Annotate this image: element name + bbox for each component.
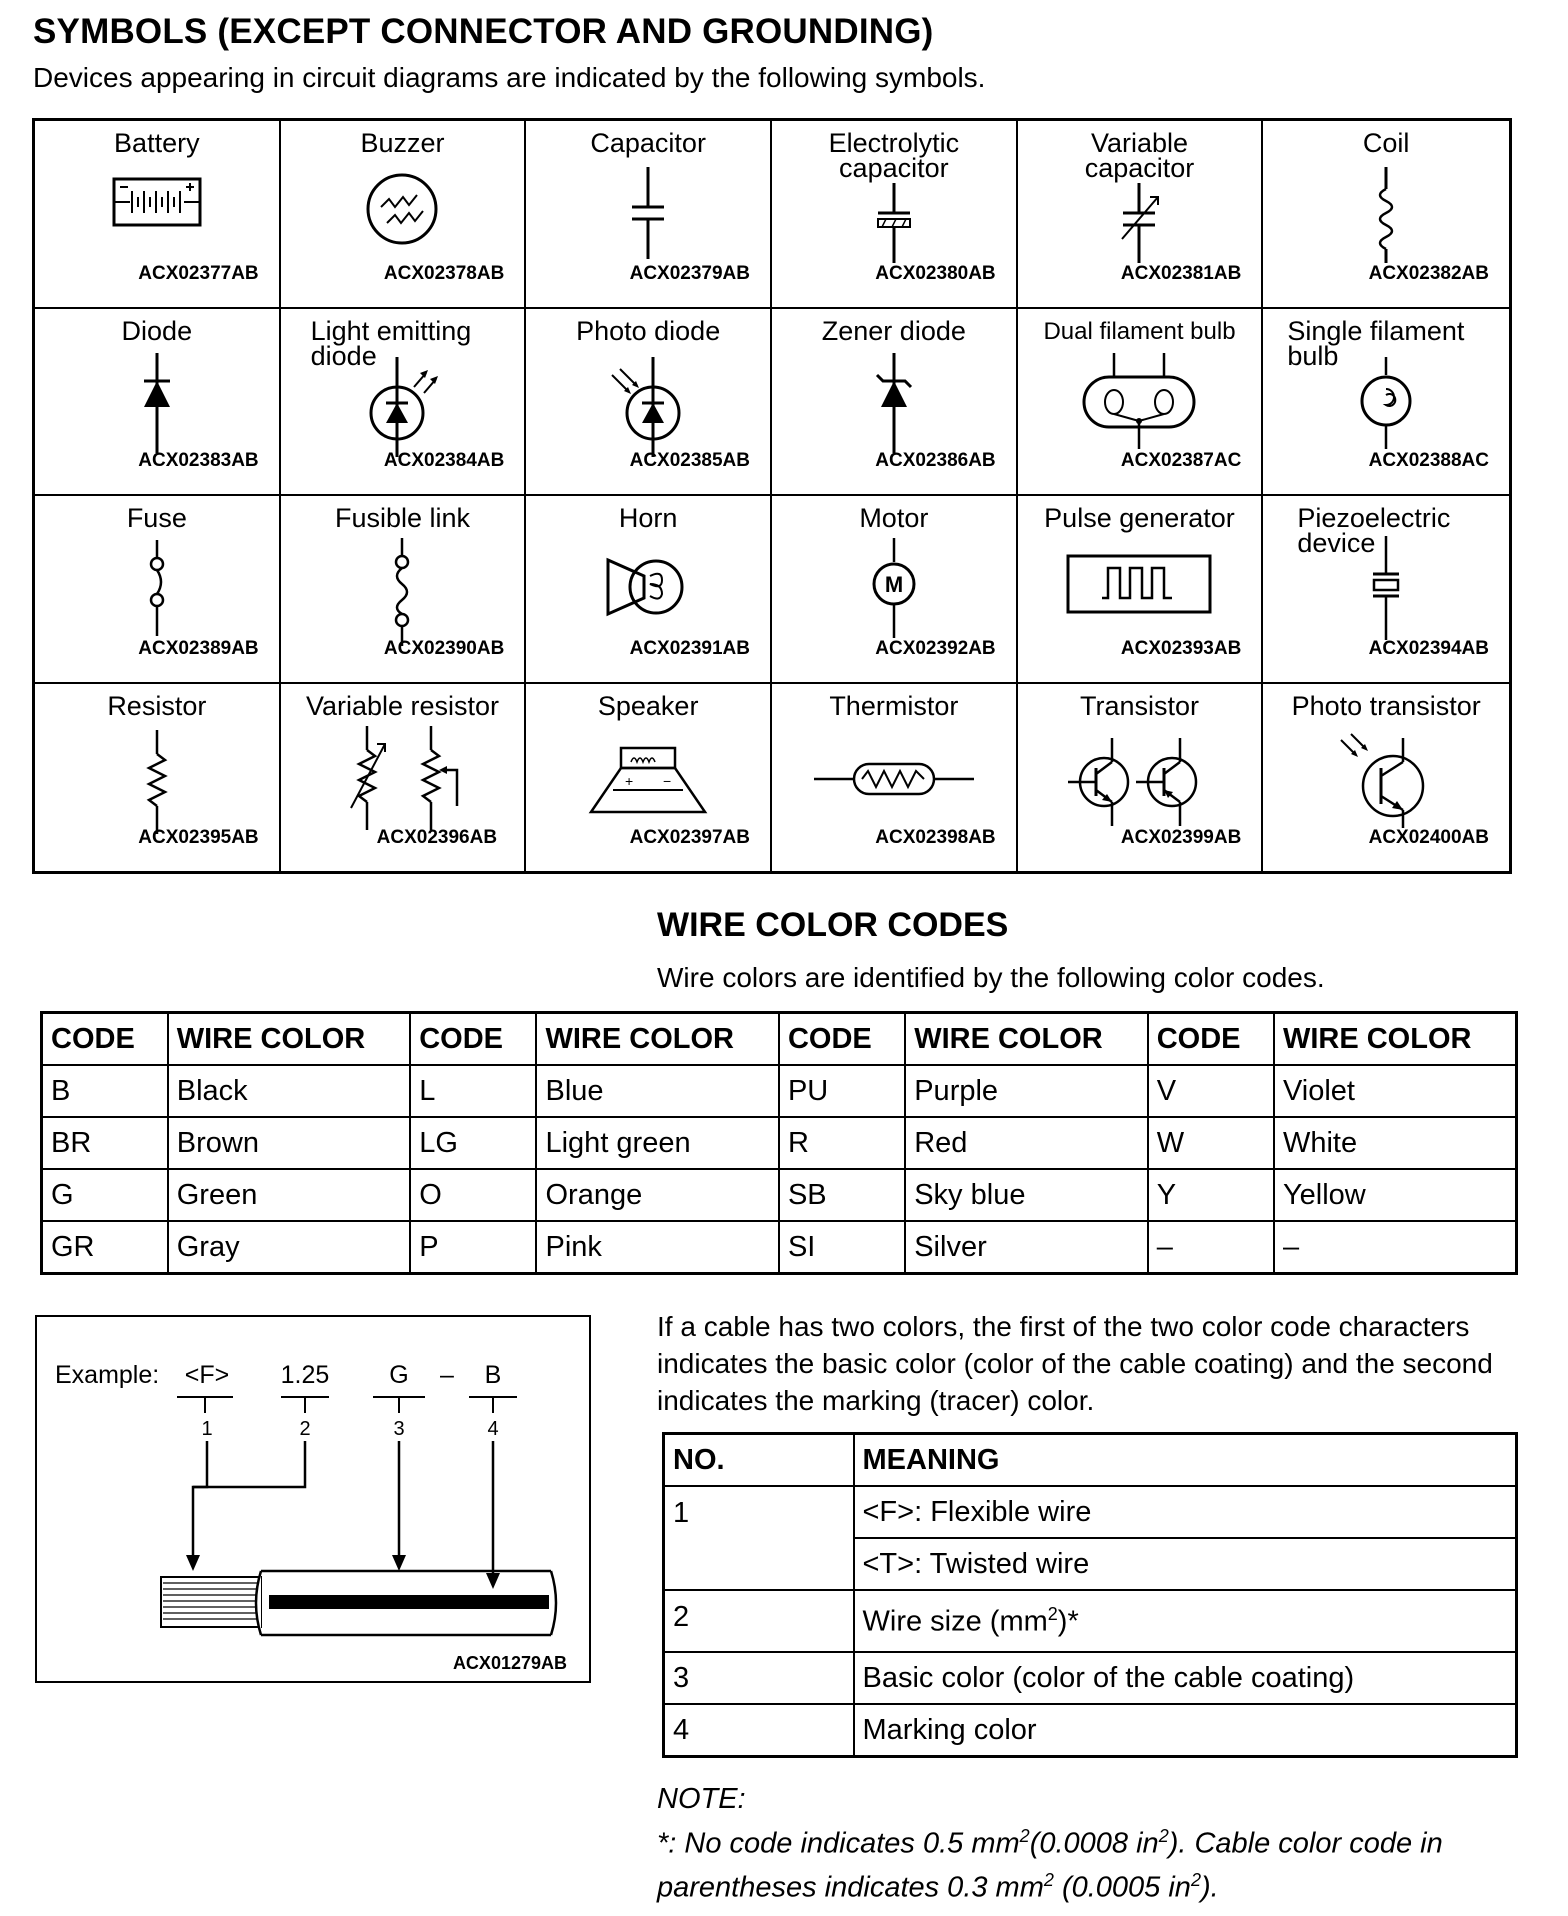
symbol-code: ACX02386AB <box>875 450 996 471</box>
symbol-name: Buzzer <box>360 128 445 158</box>
symbol-code: ACX02395AB <box>138 827 259 848</box>
two-color-explanation: If a cable has two colors, the first of the two color code characters indicates the basic color (color of the cable coating) and the second indicates the marking (tracer) color. <box>657 1311 1493 1416</box>
symbol-code: ACX02377AB <box>138 262 259 284</box>
color-cell: Red <box>905 1117 1147 1169</box>
symbol-cell-transistor <box>1018 684 1264 872</box>
page-title: SYMBOLS (EXCEPT CONNECTOR AND GROUNDING) <box>33 12 934 51</box>
symbol-name: Piezoelectric device <box>1297 503 1451 558</box>
symbol-code: ACX02388AC <box>1368 450 1489 471</box>
symbol-cell-resistor <box>35 684 281 872</box>
no-cell: 3 <box>664 1652 854 1704</box>
header-wire-color: WIRE COLOR <box>168 1013 410 1066</box>
symbol-name: Coil <box>1362 128 1410 158</box>
wire-example-diagram <box>35 1315 591 1683</box>
wire-color-table <box>40 1011 1518 1275</box>
symbol-name: Dual filament bulb <box>1043 317 1236 345</box>
symbol-cell-pulse-generator <box>1018 496 1264 684</box>
symbol-cell-photo-transistor <box>1263 684 1509 872</box>
symbol-code: ACX02381AB <box>1120 262 1242 284</box>
note-text: parentheses indicates 0.3 mm <box>657 1871 1044 1904</box>
note-text: (0.0005 in <box>1053 1871 1191 1904</box>
capacitor-icon <box>618 167 678 267</box>
code-cell: GR <box>42 1221 168 1274</box>
transistor-icon <box>1064 732 1214 832</box>
symbol-name: Thermistor <box>829 690 959 721</box>
symbol-name: Resistor <box>107 690 207 721</box>
symbol-cell-capacitor <box>526 121 772 309</box>
symbol-name: Speaker <box>597 690 699 721</box>
example-part: 1.25 <box>280 1361 330 1389</box>
symbol-code: ACX02378AB <box>383 262 505 284</box>
code-cell: SB <box>779 1169 905 1221</box>
example-number: 3 <box>393 1418 405 1440</box>
note-text: ). <box>1200 1871 1219 1904</box>
code-cell: – <box>1148 1221 1274 1274</box>
symbol-code: ACX02393AB <box>1120 637 1242 659</box>
symbol-code: ACX02394AB <box>1368 637 1489 659</box>
symbol-cell-photo-diode <box>526 309 772 497</box>
symbol-code: ACX02385AB <box>629 450 750 471</box>
symbol-cell-motor <box>772 496 1018 684</box>
symbol-cell-buzzer <box>281 121 527 309</box>
fuse-icon <box>137 540 177 640</box>
variable-resistor-icon <box>327 726 477 836</box>
symbol-code: ACX02380AB <box>875 262 996 284</box>
example-number: 2 <box>299 1418 311 1440</box>
meaning-cell: <T>: Twisted wire <box>854 1538 1517 1590</box>
intro-text: Devices appearing in circuit diagrams are indicated by the following symbols. <box>33 62 986 93</box>
code-cell: BR <box>42 1117 168 1169</box>
table-row <box>42 1169 1517 1221</box>
code-cell: SI <box>779 1221 905 1274</box>
zener-diode-icon <box>869 353 919 453</box>
color-cell: – <box>1274 1221 1517 1274</box>
header-meaning: MEANING <box>854 1434 1517 1487</box>
symbol-name: Variable capacitor <box>1084 128 1195 183</box>
symbol-cell-battery <box>35 121 281 309</box>
symbol-code: ACX02384AB <box>383 450 505 471</box>
symbol-name: Horn <box>618 503 678 533</box>
header-code: CODE <box>1148 1013 1274 1066</box>
example-label: Example: <box>55 1361 160 1389</box>
color-cell: Sky blue <box>905 1169 1147 1221</box>
color-cell: Brown <box>168 1117 410 1169</box>
buzzer-icon <box>357 167 447 247</box>
photo-diode-icon <box>598 357 698 457</box>
color-cell: Silver <box>905 1221 1147 1274</box>
wire-illustration <box>37 1317 589 1681</box>
code-cell: V <box>1148 1065 1274 1117</box>
table-row <box>664 1652 1517 1704</box>
wire-color-intro: Wire colors are identified by the following color codes. <box>657 962 1325 993</box>
header-no: NO. <box>664 1434 854 1487</box>
meaning-cell: <F>: Flexible wire <box>854 1486 1517 1538</box>
electrolytic-capacitor-icon <box>864 183 924 273</box>
example-part: B <box>484 1361 502 1389</box>
symbol-cell-variable-capacitor <box>1018 121 1264 309</box>
header-wire-color: WIRE COLOR <box>1274 1013 1517 1066</box>
code-cell: P <box>410 1221 536 1274</box>
superscript: 2 <box>1019 1826 1030 1846</box>
symbol-cell-fuse <box>35 496 281 684</box>
symbol-name: Diode <box>121 315 193 346</box>
code-cell: PU <box>779 1065 905 1117</box>
symbol-name: Battery <box>114 128 200 158</box>
color-cell: Purple <box>905 1065 1147 1117</box>
color-cell: Gray <box>168 1221 410 1274</box>
table-row <box>42 1065 1517 1117</box>
symbol-cell-fusible-link <box>281 496 527 684</box>
svg-text:−: − <box>663 772 672 789</box>
symbol-name: Fusible link <box>334 503 471 533</box>
symbol-cell-electrolytic-capacitor <box>772 121 1018 309</box>
symbol-code: ACX02400AB <box>1368 827 1489 848</box>
superscript: 2 <box>1047 1603 1058 1624</box>
no-cell: 1 <box>664 1486 854 1590</box>
symbol-cell-zener-diode <box>772 309 1018 497</box>
symbol-cell-piezoelectric-device <box>1263 496 1509 684</box>
variable-capacitor-icon <box>1104 183 1174 273</box>
superscript: 2 <box>1158 1826 1169 1846</box>
thermistor-icon <box>814 754 974 804</box>
code-cell: W <box>1148 1117 1274 1169</box>
battery-icon <box>102 167 212 237</box>
meaning-text: )* <box>1057 1605 1079 1638</box>
symbol-code: ACX02398AB <box>875 827 996 848</box>
color-cell: Green <box>168 1169 410 1221</box>
symbol-name: Pulse generator <box>1044 503 1235 533</box>
color-cell: Light green <box>536 1117 778 1169</box>
single-filament-bulb-icon <box>1356 357 1416 457</box>
symbol-name: Variable resistor <box>305 690 500 721</box>
symbol-cell-thermistor <box>772 684 1018 872</box>
example-part: <F> <box>184 1361 230 1389</box>
symbol-name: Zener diode <box>821 315 966 346</box>
symbol-code: ACX02383AB <box>138 450 259 471</box>
pulse-generator-icon <box>1064 552 1214 622</box>
svg-text:+: + <box>625 772 634 789</box>
piezoelectric-icon <box>1361 536 1411 646</box>
symbol-name: Fuse <box>126 503 187 533</box>
symbol-cell-variable-resistor <box>281 684 527 872</box>
color-cell: Violet <box>1274 1065 1517 1117</box>
photo-transistor-icon <box>1331 730 1441 830</box>
code-cell: LG <box>410 1117 536 1169</box>
meaning-cell: Basic color (color of the cable coating) <box>854 1652 1517 1704</box>
note-text: ). Cable color code in <box>1168 1827 1443 1860</box>
table-row <box>42 1221 1517 1274</box>
symbol-cell-horn <box>526 496 772 684</box>
table-row <box>664 1704 1517 1757</box>
symbol-cell-dual-filament-bulb <box>1018 309 1264 497</box>
symbol-code: ACX02387AC <box>1120 450 1242 471</box>
table-row <box>42 1117 1517 1169</box>
symbol-name: Photo transistor <box>1291 690 1481 721</box>
symbol-code: ACX02379AB <box>629 262 750 284</box>
symbol-name: Transistor <box>1079 690 1199 721</box>
note-text: (0.0008 in <box>1029 1827 1159 1860</box>
symbol-code: ACX02392AB <box>875 637 996 659</box>
fusible-link-icon <box>382 538 422 648</box>
symbol-code: ACX02391AB <box>629 637 750 659</box>
note-heading: NOTE: <box>657 1783 746 1815</box>
symbol-code: ACX02396AB <box>376 827 498 848</box>
speaker-icon <box>583 740 713 820</box>
symbol-cell-light-emitting-diode <box>281 309 527 497</box>
dual-filament-bulb-icon <box>1074 353 1204 453</box>
code-cell: O <box>410 1169 536 1221</box>
code-cell: G <box>42 1169 168 1221</box>
meaning-text: Wire size (mm <box>862 1605 1048 1638</box>
resistor-icon <box>137 730 177 840</box>
header-code: CODE <box>42 1013 168 1066</box>
symbol-name: Light emitting diode <box>310 315 472 371</box>
color-cell: Pink <box>536 1221 778 1274</box>
led-icon <box>352 357 452 457</box>
symbol-cell-single-filament-bulb <box>1263 309 1509 497</box>
symbol-name: Motor <box>859 503 929 533</box>
color-cell: Black <box>168 1065 410 1117</box>
symbol-code: ACX02390AB <box>383 637 505 659</box>
note-text: *: No code indicates 0.5 mm <box>657 1827 1020 1860</box>
example-dash: – <box>440 1361 454 1389</box>
code-cell: Y <box>1148 1169 1274 1221</box>
note-line-1 <box>657 1826 1443 1861</box>
meaning-cell <box>854 1590 1517 1652</box>
meaning-table <box>662 1432 1518 1758</box>
example-part: G <box>389 1361 409 1389</box>
meaning-cell: Marking color <box>854 1704 1517 1757</box>
horn-icon <box>598 548 698 628</box>
symbol-code: ACX02382AB <box>1368 262 1489 284</box>
header-code: CODE <box>779 1013 905 1066</box>
symbol-code: ACX02399AB <box>1120 827 1242 848</box>
symbols-grid <box>32 118 1512 874</box>
no-cell: 4 <box>664 1704 854 1757</box>
symbol-code: ACX02389AB <box>138 637 259 659</box>
note-line-2 <box>657 1870 1219 1905</box>
code-cell: R <box>779 1117 905 1169</box>
symbol-code: ACX02397AB <box>629 827 750 848</box>
symbol-name: Capacitor <box>590 128 706 158</box>
color-cell: Blue <box>536 1065 778 1117</box>
example-code: ACX01279AB <box>452 1653 567 1673</box>
superscript: 2 <box>1043 1870 1054 1890</box>
diode-icon <box>132 353 182 453</box>
table-row <box>664 1590 1517 1652</box>
table-header-row <box>42 1013 1517 1066</box>
example-number: 1 <box>201 1418 213 1440</box>
header-wire-color: WIRE COLOR <box>536 1013 778 1066</box>
code-cell: L <box>410 1065 536 1117</box>
color-cell: Orange <box>536 1169 778 1221</box>
symbol-cell-coil <box>1263 121 1509 309</box>
coil-icon <box>1361 167 1411 267</box>
symbol-name: Single filament bulb <box>1287 315 1465 371</box>
superscript: 2 <box>1190 1870 1201 1890</box>
table-header-row <box>664 1434 1517 1487</box>
symbol-cell-diode <box>35 309 281 497</box>
no-cell: 2 <box>664 1590 854 1652</box>
svg-text:M: M <box>884 572 903 597</box>
header-code: CODE <box>410 1013 536 1066</box>
code-cell: B <box>42 1065 168 1117</box>
color-cell: Yellow <box>1274 1169 1517 1221</box>
wire-color-title: WIRE COLOR CODES <box>657 906 1009 944</box>
symbol-cell-speaker <box>526 684 772 872</box>
example-number: 4 <box>487 1418 499 1440</box>
color-cell: White <box>1274 1117 1517 1169</box>
symbol-name: Photo diode <box>576 315 721 346</box>
motor-icon <box>864 538 924 648</box>
table-row <box>664 1486 1517 1538</box>
symbol-name: Electrolytic capacitor <box>828 128 960 183</box>
header-wire-color: WIRE COLOR <box>905 1013 1147 1066</box>
